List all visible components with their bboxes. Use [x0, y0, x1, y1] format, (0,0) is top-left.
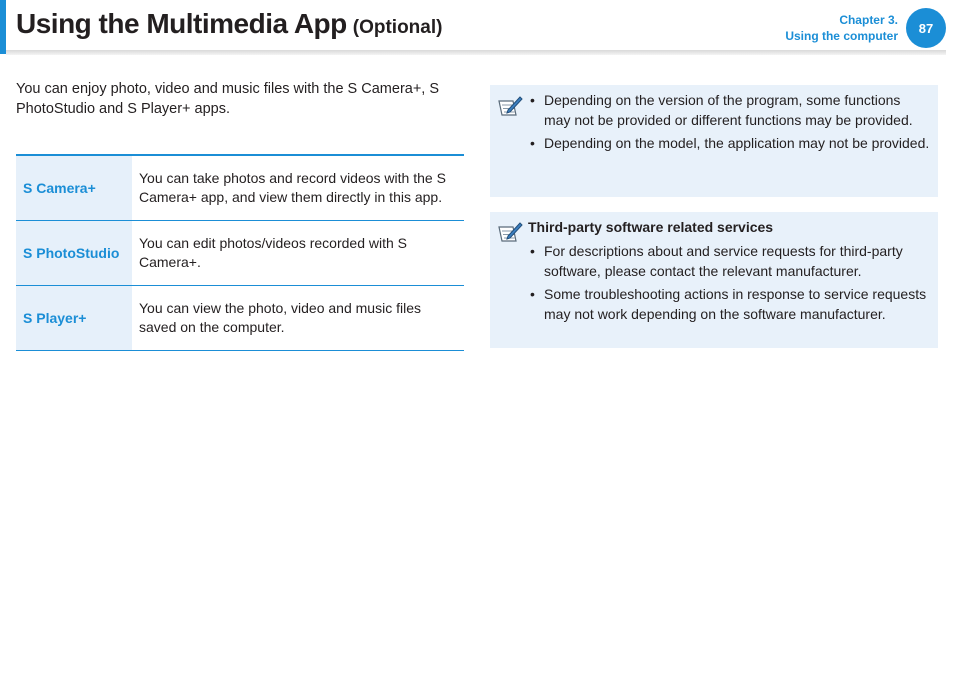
- app-description: You can edit photos/videos recorded with S Camera+.: [132, 221, 464, 286]
- note-pen-icon: [496, 93, 524, 119]
- table-row: [16, 286, 464, 351]
- note-heading: Third-party software related services: [528, 219, 774, 235]
- note-bullet-list: [528, 242, 930, 328]
- list-item: • Some troubleshooting actions in response to service requests may not work depending on the software manufacturer.: [530, 286, 927, 322]
- app-description: You can view the photo, video and music files saved on the computer.: [132, 286, 464, 351]
- header-accent-bar: [0, 0, 6, 54]
- chapter-title: Using the computer: [785, 29, 898, 43]
- app-description: You can take photos and record videos with the S Camera+ app, and view them directly in this app.: [132, 155, 464, 221]
- intro-text: You can enjoy photo, video and music files with the S Camera+, S PhotoStudio and S Player+ apps.: [16, 81, 440, 117]
- table-row: [16, 221, 464, 286]
- header-rule: [6, 50, 946, 55]
- bullet-text: Some troubleshooting actions in response to service requests may not work depending on the software manufacturer.: [544, 286, 927, 322]
- page-title: [16, 8, 442, 40]
- bullet-text: For descriptions about and service requests for third-party software, please contact the relevant manufacturer.: [544, 243, 903, 279]
- apps-table: [16, 154, 464, 351]
- note-box-version: [490, 85, 938, 197]
- bullet-text: Depending on the version of the program, some functions may not be provided or different functions may be provided.: [544, 92, 913, 128]
- page-number-badge: 87: [906, 8, 946, 48]
- note-box-third-party: [490, 212, 938, 348]
- note-pen-icon: [496, 219, 524, 245]
- table-row: [16, 155, 464, 221]
- list-item: • Depending on the model, the application may not be provided.: [530, 135, 930, 151]
- chapter-number: Chapter 3.: [839, 13, 898, 27]
- page-title-suffix: (Optional): [352, 17, 443, 38]
- note-bullet-list: [528, 91, 930, 158]
- list-item: • For descriptions about and service requests for third-party software, please contact the relevant manufacturer.: [530, 243, 903, 279]
- app-name: S Camera+: [16, 155, 132, 221]
- chapter-label: [785, 12, 898, 44]
- app-name: S Player+: [16, 286, 132, 351]
- page-title-main: Using the Multimedia App: [16, 8, 347, 39]
- bullet-text: Depending on the model, the application may not be provided.: [544, 135, 930, 151]
- list-item: • Depending on the version of the program, some functions may not be provided or different functions may be provided.: [530, 92, 913, 128]
- app-name: S PhotoStudio: [16, 221, 132, 286]
